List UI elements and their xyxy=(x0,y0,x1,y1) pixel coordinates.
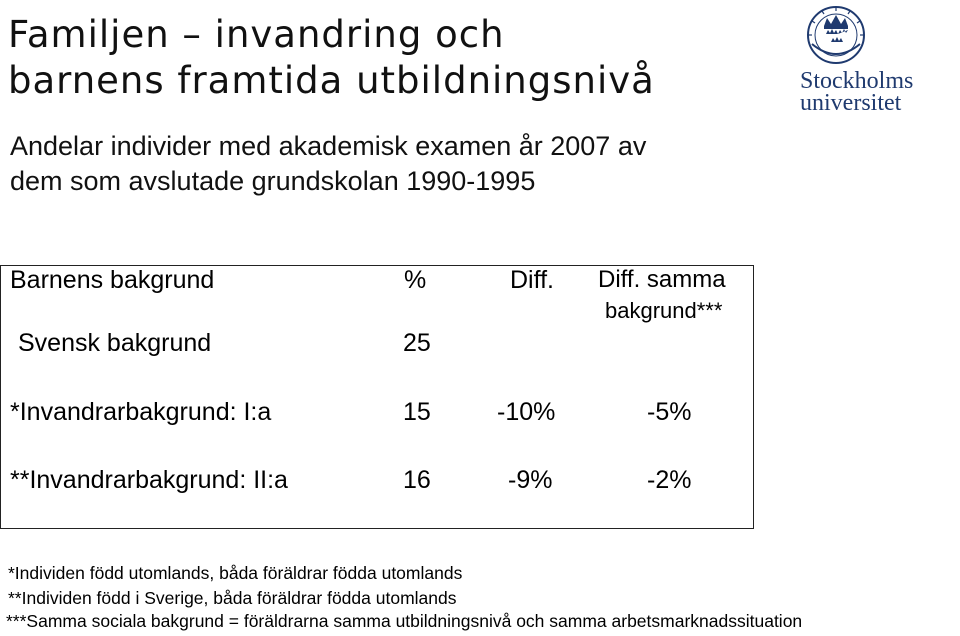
row-label-first-gen: *Invandrarbakgrund: I:a xyxy=(10,398,272,426)
header-diff-same-line-1: Diff. samma xyxy=(598,266,726,293)
row-diff-same-second-gen: -2% xyxy=(647,466,692,494)
header-percent: % xyxy=(404,266,427,294)
footnote-1: *Individen född utomlands, båda föräldrar födda utomlands xyxy=(8,563,463,583)
title-line-2: barnens framtida utbildningsnivå xyxy=(8,59,655,102)
title-line-1: Familjen – invandring och xyxy=(8,13,505,56)
logo-line-2: universitet xyxy=(800,90,902,116)
page-title xyxy=(8,12,778,104)
logo-line-1: Stockholms xyxy=(800,68,914,94)
subtitle-line-1: Andelar individer med akademisk examen år 2007 av xyxy=(10,131,647,161)
header-diff: Diff. xyxy=(510,266,554,294)
row-percent-second-gen: 16 xyxy=(403,466,431,494)
header-background: Barnens bakgrund xyxy=(10,266,215,294)
row-diff-second-gen: -9% xyxy=(508,466,553,494)
row-percent-first-gen: 15 xyxy=(403,398,431,426)
subtitle xyxy=(10,129,770,199)
crown-seal-icon xyxy=(808,7,864,63)
row-diff-first-gen: -10% xyxy=(497,398,556,426)
university-name-logo xyxy=(800,70,960,114)
row-diff-same-first-gen: -5% xyxy=(647,398,692,426)
subtitle-line-2: dem som avslutade grundskolan 1990-1995 xyxy=(10,166,536,196)
row-label-second-gen: **Invandrarbakgrund: II:a xyxy=(10,466,288,494)
footnote-3: ***Samma sociala bakgrund = föräldrarna samma utbildningsnivå och samma arbetsmarknadssituation xyxy=(6,611,803,631)
row-percent-svensk: 25 xyxy=(403,329,431,357)
row-label-svensk: Svensk bakgrund xyxy=(18,329,212,357)
footnote-2: **Individen född i Sverige, båda föräldrar födda utomlands xyxy=(8,588,457,608)
header-diff-same-line-2: bakgrund*** xyxy=(605,298,723,323)
